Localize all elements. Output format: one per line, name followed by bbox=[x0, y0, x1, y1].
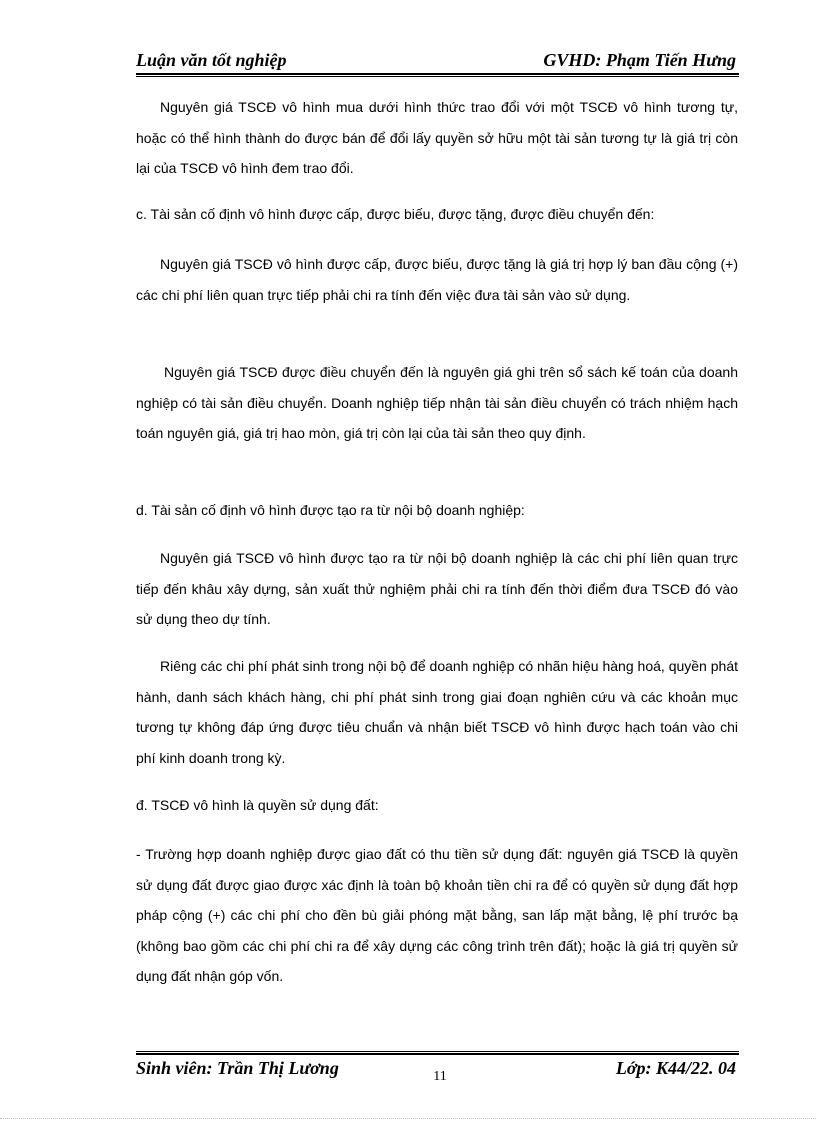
header-advisor: GVHD: Phạm Tiến Hưng bbox=[543, 50, 736, 70]
footer-student: Sinh viên: Trần Thị Lương bbox=[136, 1058, 339, 1078]
paragraph-internal: Nguyên giá TSCĐ vô hình được tạo ra từ nội bộ doanh nghiệp là các chi phí liên quan trực tiếp đến khâu xây dựng, sản xuất thử nghiệm phải chi ra tính đến thời điểm đưa TSCĐ đó vào sử dụng theo dự tính. bbox=[136, 550, 738, 627]
page-number: 11 bbox=[433, 1069, 447, 1084]
header-thesis-title: Luận văn tốt nghiệp bbox=[136, 50, 287, 70]
section-heading-d: d. Tài sản cố định vô hình được tạo ra từ nội bộ doanh nghiệp: bbox=[136, 502, 525, 518]
section-heading-dd: đ. TSCĐ vô hình là quyền sử dụng đất: bbox=[136, 797, 379, 813]
page-header bbox=[136, 50, 736, 72]
paragraph-land-use: - Trường hợp doanh nghiệp được giao đất có thu tiền sử dụng đất: nguyên giá TSCĐ là quyền sử dụng đất được giao được xác định là toàn bộ khoản tiền chi ra để có quyền sử dụng đất hợp pháp cộng (+) các chi phí cho đền bù giải phóng mặt bằng, san lấp mặt bằng, lệ phí trước bạ (không bao gồm các chi phí chi ra để xây dựng các công trình trên đất); hoặc là giá trị quyền sử dụng đất nhận góp vốn. bbox=[136, 846, 738, 984]
footer-class: Lớp: K44/22. 04 bbox=[615, 1058, 736, 1078]
paragraph-exchange: Nguyên giá TSCĐ vô hình mua dưới hình thức trao đổi với một TSCĐ vô hình tương tự, hoặc có thể hình thành do được bán để đổi lấy quyền sở hữu một tài sản tương tự là giá trị còn lại của TSCĐ vô hình đem trao đổi. bbox=[136, 99, 738, 176]
section-heading-c: c. Tài sản cố định vô hình được cấp, được biếu, được tặng, được điều chuyển đến: bbox=[136, 206, 655, 222]
footer-rule bbox=[136, 1051, 739, 1055]
paragraph-granted: Nguyên giá TSCĐ vô hình được cấp, được biếu, được tặng là giá trị hợp lý ban đầu cộng (+) các chi phí liên quan trực tiếp phải chi ra tính đến việc đưa tài sản vào sử dụng. bbox=[136, 256, 738, 303]
paragraph-internal-costs: Riêng các chi phí phát sinh trong nội bộ để doanh nghiệp có nhãn hiệu hàng hoá, quyền phát hành, danh sách khách hàng, chi phí phát sinh trong giai đoạn nghiên cứu và các khoản mục tương tự không đáp ứng được tiêu chuẩn và nhận biết TSCĐ vô hình được hạch toán vào chi phí kinh doanh trong kỳ. bbox=[136, 658, 738, 766]
header-rule bbox=[136, 73, 739, 77]
paragraph-transferred: Nguyên giá TSCĐ được điều chuyển đến là nguyên giá ghi trên sổ sách kế toán của doanh nghiệp có tài sản điều chuyển. Doanh nghiệp tiếp nhận tài sản điều chuyển có trách nhiệm hạch toán nguyên giá, giá trị hao mòn, giá trị còn lại của tài sản theo quy định. bbox=[136, 364, 738, 441]
page-bottom-divider bbox=[0, 1118, 816, 1119]
